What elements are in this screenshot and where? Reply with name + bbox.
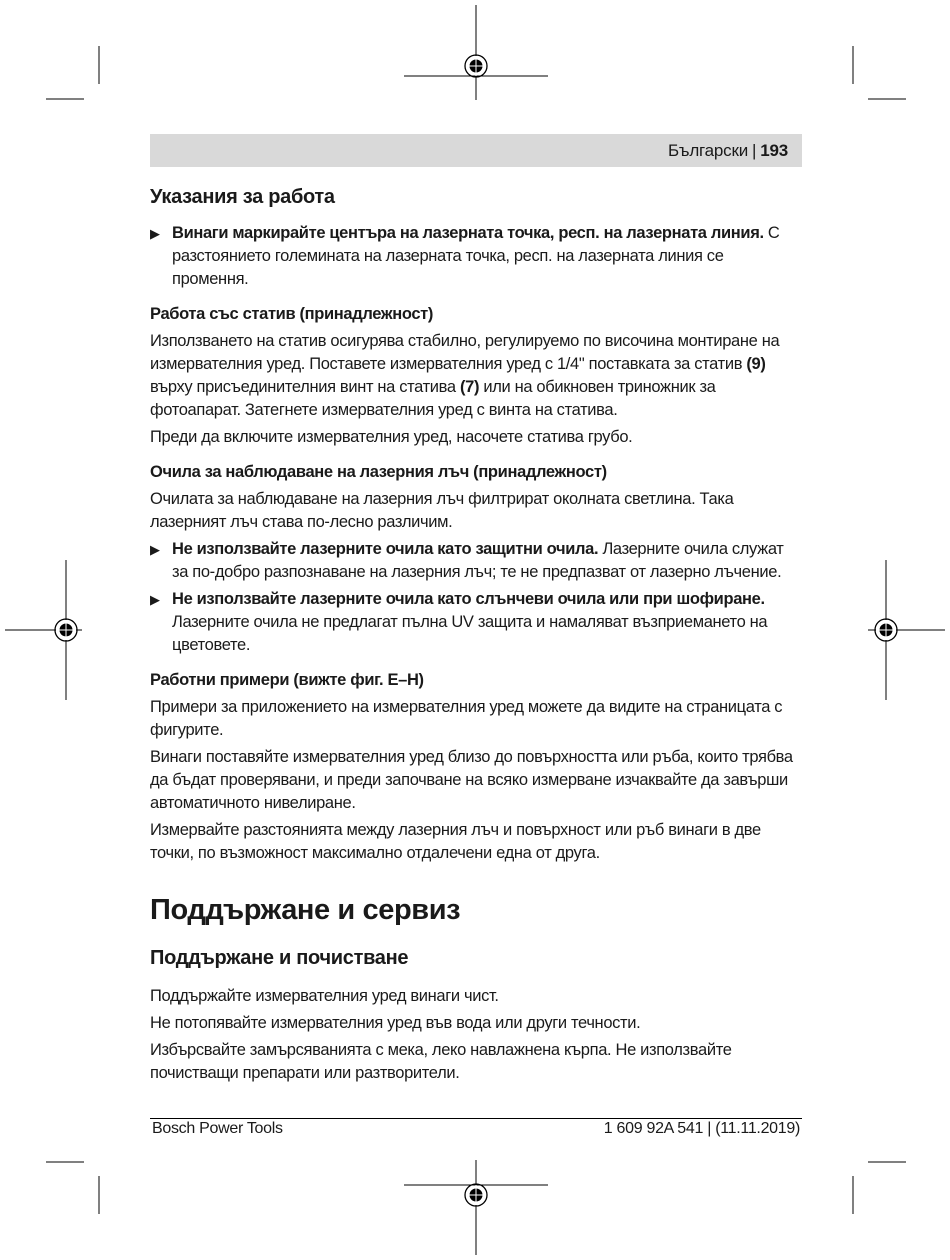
registration-mark-left	[55, 619, 77, 641]
footer-brand: Bosch Power Tools	[152, 1120, 283, 1137]
header-separator: |	[752, 141, 757, 160]
registration-mark-right	[875, 619, 897, 641]
bullet-glasses-sunglasses	[150, 588, 802, 657]
paragraph-cleaning-3: Избърсвайте замърсяванията с мека, леко навлажнена кърпа. Не използвайте почистващи препарати или разтворители.	[150, 1041, 732, 1082]
paragraph-examples-1: Примери за приложението на измервателния уред можете да видите на страницата с фигурите.	[150, 698, 783, 739]
bullet-text: С разстоянието големината на лазерната точка, респ. на лазерната линия се промення.	[172, 224, 780, 288]
bullet-arrow-icon: ▶	[150, 542, 160, 557]
header-language: Български	[667, 141, 749, 160]
bullet-mark-center	[150, 222, 802, 291]
bullet-arrow-icon: ▶	[150, 592, 160, 607]
section-title-maintenance: Поддържане и сервиз	[150, 894, 461, 926]
text-span: или на обикновен триножник за фотоапарат. Затегнете измервателния уред с винта на статива.	[150, 378, 716, 419]
reference-number: (7)	[459, 378, 480, 396]
footer-doc-number: 1 609 92A 541 | (11.11.2019)	[603, 1120, 800, 1137]
reference-number: (9)	[746, 355, 766, 373]
bullet-glasses-protection	[150, 538, 802, 584]
bullet-text: Лазерните очила служат за по-добро разпознаване на лазерния лъч; те не предпазват от лазерно лъчение.	[172, 540, 784, 581]
heading-tripod: Работа със статив (принадлежност)	[150, 305, 434, 323]
paragraph-examples-3: Измервайте разстоянията между лазерния лъч и повърхност или ръб винаги в две точки, по възможност максимално отдалечени една от друга.	[150, 821, 761, 862]
paragraph-examples-2: Винаги поставяйте измервателния уред близо до повърхността или ръба, които трябва да бъдат проверявани, и преди започване на всяко измерване изчаквайте да завърши автоматичното нивелиране.	[150, 748, 793, 812]
paragraph-tripod-1	[150, 330, 802, 422]
footer-divider	[150, 1118, 802, 1119]
registration-mark-top	[465, 55, 487, 77]
paragraph-cleaning-1: Поддържайте измервателния уред винаги чист.	[150, 987, 499, 1005]
paragraph-glasses: Очилата за наблюдаване на лазерния лъч филтрират околната светлина. Така лазерният лъч става по-лесно различим.	[150, 490, 734, 531]
bullet-arrow-icon: ▶	[150, 226, 160, 241]
bullet-text: Лазерните очила не предлагат пълна UV защита и намаляват възприемането на цветовете.	[172, 613, 768, 654]
paragraph-cleaning-2: Не потопявайте измервателния уред във вода или други течности.	[150, 1014, 641, 1032]
page-content	[150, 184, 802, 1089]
subsection-title-cleaning: Поддържане и почистване	[150, 947, 409, 969]
page-header	[150, 134, 802, 167]
heading-examples: Работни примери (вижте фиг. E–H)	[150, 671, 424, 689]
bullet-bold-text: Не използвайте лазерните очила като защитни очила.	[172, 540, 599, 558]
page-number: 193	[760, 141, 788, 160]
header-text	[668, 141, 788, 161]
bullet-bold-text: Не използвайте лазерните очила като слънчеви очила или при шофиране.	[172, 590, 765, 608]
section-title-operation: Указания за работа	[150, 186, 335, 208]
text-span: Използването на статив осигурява стабилно, регулируемо по височина монтиране на измервателния уред. Поставете измервателния уред с 1/4" поставката за статив	[150, 332, 780, 373]
bullet-bold-text: Винаги маркирайте центъра на лазерната точка, респ. на лазерната линия.	[172, 224, 764, 242]
text-span: върху присъединителния винт на статива	[150, 378, 460, 396]
paragraph-tripod-2: Преди да включите измервателния уред, насочете статива грубо.	[150, 428, 633, 446]
registration-mark-bottom	[465, 1184, 487, 1206]
heading-laser-glasses: Очила за наблюдаване на лазерния лъч (принадлежност)	[150, 463, 607, 481]
